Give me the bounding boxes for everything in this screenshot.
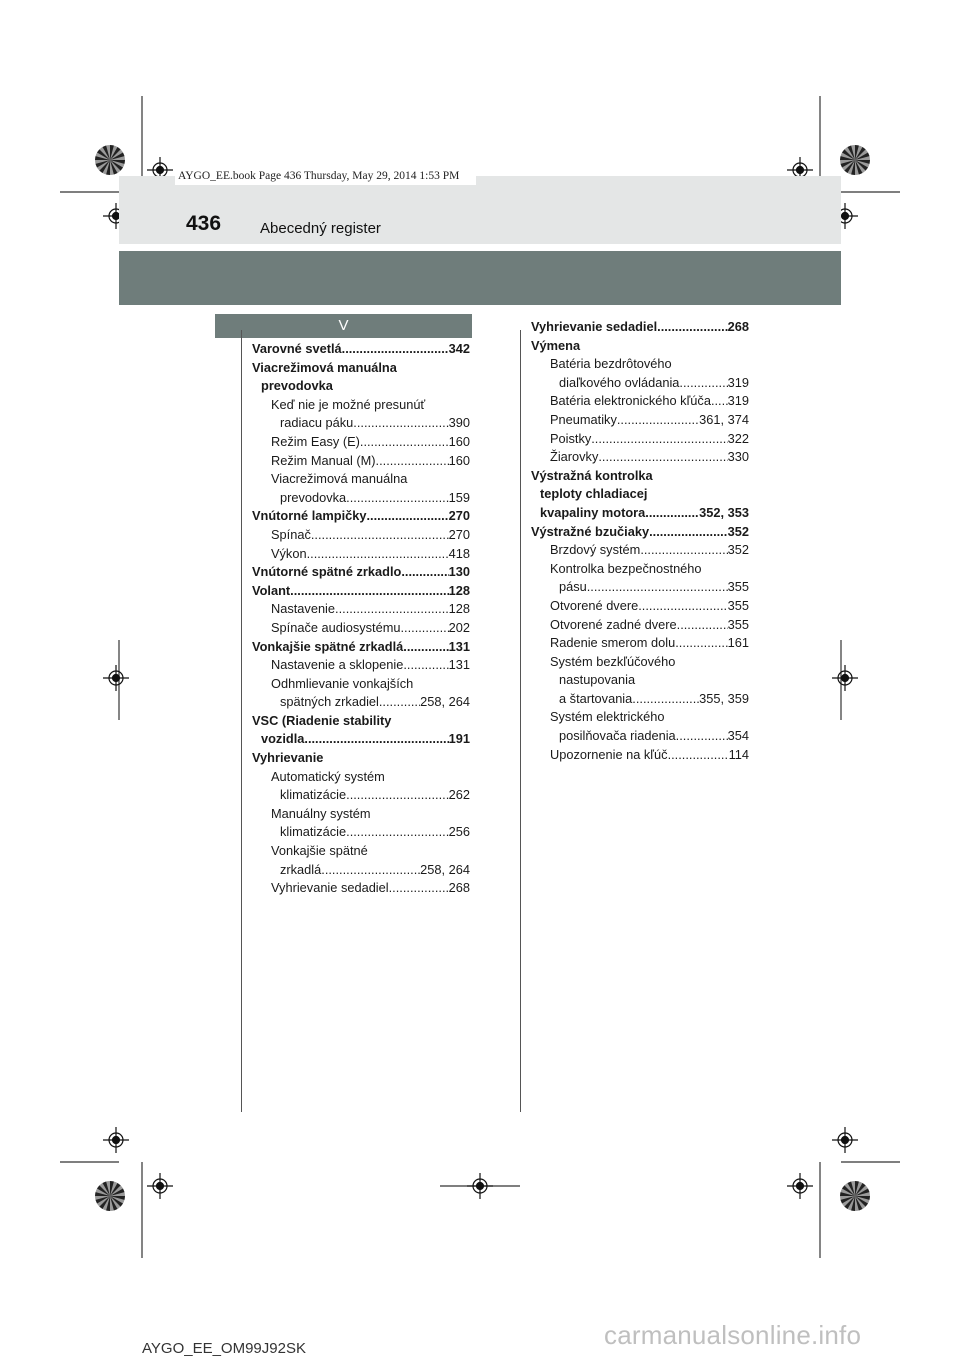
- index-entry-text: Výstražná kontrolka: [531, 467, 653, 483]
- index-entry-page: 355: [727, 597, 749, 613]
- index-entry-text: Otvorené dvere: [550, 597, 639, 613]
- index-entry-text: kvapaliny motora: [540, 504, 646, 520]
- index-entry-text: Viacrežimová manuálna: [271, 471, 408, 487]
- index-entry-text: Vyhrievanie sedadiel: [271, 880, 389, 896]
- index-entry-text: Vyhrievanie sedadiel: [531, 319, 658, 334]
- index-entry-page: 191: [448, 731, 470, 747]
- leader-dots: [649, 523, 728, 542]
- leader-dots: [346, 786, 449, 805]
- leader-dots: [346, 489, 448, 508]
- index-entry-text: Vyhrievanie: [252, 750, 324, 766]
- column-rule-right: [520, 330, 521, 1112]
- index-entry-text: klimatizácie: [280, 787, 347, 803]
- index-entry-page: 355: [727, 579, 749, 595]
- index-entry-page: 319: [727, 393, 749, 409]
- index-entry: [252, 545, 470, 564]
- index-entry-text: Manuálny systém: [271, 805, 371, 821]
- index-entry-page: 355: [727, 616, 749, 632]
- index-entry-text: Automatický systém: [271, 768, 385, 784]
- leader-dots: [353, 414, 448, 433]
- index-entry-page: 352, 353: [699, 504, 749, 520]
- index-entry-text: Nastavenie a sklopenie: [271, 657, 404, 673]
- index-entry: [531, 523, 749, 542]
- index-entry-text: Keď nie je možné presunúť: [271, 396, 426, 412]
- index-entry-text: pásu: [559, 579, 587, 595]
- leader-dots: [591, 430, 727, 449]
- index-entry: [252, 675, 470, 712]
- star-target: [840, 145, 870, 175]
- index-entry: [531, 634, 749, 653]
- index-entry-text: Vonkajšie spätné: [271, 843, 368, 859]
- index-entry-page: 354: [727, 728, 749, 744]
- crosshair-target: [787, 1173, 813, 1199]
- index-entry: [531, 597, 749, 616]
- leader-dots: [346, 823, 449, 842]
- index-entry: [252, 619, 470, 638]
- index-entry: [252, 638, 470, 657]
- index-entry-text: posilňovača riadenia: [559, 728, 676, 744]
- index-entry-text: diaľkového ovládania: [559, 374, 680, 390]
- crosshair-target: [103, 665, 129, 691]
- index-entry-page: 352: [727, 523, 749, 539]
- index-entry-page: 418: [448, 545, 470, 561]
- index-entry-text: Upozornenie na kľúč: [550, 746, 668, 762]
- index-entry: [252, 526, 470, 545]
- index-entry-page: 270: [448, 508, 470, 524]
- index-entry-page: 390: [448, 415, 470, 431]
- index-entry-page: 268: [448, 880, 470, 896]
- index-entry: [252, 768, 470, 805]
- index-entry-page: 161: [727, 635, 749, 651]
- index-entry-page: 319: [727, 374, 749, 390]
- header-title: Abecedný register: [260, 220, 381, 237]
- index-entry-page: 159: [448, 489, 470, 505]
- index-entry: [531, 448, 749, 467]
- star-target: [840, 1181, 870, 1211]
- leader-dots: [657, 318, 728, 337]
- index-entry-text: VSC (Riadenie stability: [252, 712, 392, 728]
- leader-dots: [677, 616, 728, 635]
- index-entry: [252, 749, 470, 768]
- leader-dots: [676, 727, 728, 746]
- leader-dots: [632, 690, 699, 709]
- index-entry: [531, 337, 749, 356]
- leader-dots: [587, 578, 728, 597]
- index-entry-text: teploty chladiacej: [540, 486, 648, 502]
- index-entry-text: Výkon: [271, 545, 307, 561]
- index-entry: [252, 340, 470, 359]
- index-entry-text: Režim Easy (E): [271, 433, 360, 449]
- index-entry: [531, 653, 749, 709]
- index-entry-text: Spínače audiosystému: [271, 619, 401, 635]
- watermark: carmanualsonline.info: [604, 1320, 862, 1350]
- index-entry-page: 355, 359: [699, 690, 749, 706]
- index-entry: [252, 507, 470, 526]
- index-entry-page: 330: [727, 449, 749, 465]
- leader-dots: [679, 374, 727, 393]
- index-entry: [531, 616, 749, 635]
- index-entry-text: spätných zrkadiel: [280, 694, 379, 710]
- index-entry-page: 202: [448, 619, 470, 635]
- index-entry-text: klimatizácie: [280, 824, 347, 840]
- index-column-left: [252, 340, 470, 898]
- index-entry: [252, 879, 470, 898]
- book-stamp: AYGO_EE.book Page 436 Thursday, May 29, 2014 1:53 PM: [175, 167, 476, 185]
- index-entry: [252, 656, 470, 675]
- leader-dots: [400, 619, 448, 638]
- index-entry-page: 131: [448, 638, 470, 654]
- index-entry-text: Poistky: [550, 430, 592, 446]
- index-entry-text: a štartovania: [559, 690, 633, 706]
- index-entry-text: Spínač: [271, 526, 311, 542]
- crosshair-target: [832, 665, 858, 691]
- index-entry: [252, 396, 470, 433]
- index-entry-text: Volant: [252, 582, 291, 598]
- index-entry-text: Nastavenie: [271, 601, 336, 617]
- index-entry: [252, 600, 470, 619]
- index-entry-text: radiacu páku: [280, 415, 354, 431]
- leader-dots: [645, 504, 699, 523]
- leader-dots: [401, 563, 448, 582]
- index-entry: [531, 541, 749, 560]
- index-entry: [252, 712, 470, 749]
- index-entry-text: Radenie smerom dolu: [550, 635, 676, 651]
- index-entry-text: Výstražné bzučiaky: [531, 523, 650, 539]
- index-entry-page: 128: [448, 601, 470, 617]
- leader-dots: [360, 433, 449, 452]
- leader-dots: [379, 693, 420, 712]
- index-entry-text: prevodovka: [280, 489, 347, 505]
- leader-dots: [638, 597, 727, 616]
- leader-dots: [389, 879, 449, 898]
- index-entry: [531, 430, 749, 449]
- page-number: 436: [186, 212, 222, 235]
- column-rule-left: [241, 330, 242, 1112]
- index-entry-text: Brzdový systém: [550, 542, 641, 558]
- index-entry: [252, 563, 470, 582]
- index-entry: [531, 392, 749, 411]
- crosshair-target: [832, 1127, 858, 1153]
- leader-dots: [307, 545, 449, 564]
- index-entry-text: Otvorené zadné dvere: [550, 616, 677, 632]
- index-entry: [531, 560, 749, 597]
- star-target: [95, 1181, 125, 1211]
- index-entry: [252, 452, 470, 471]
- index-entry-page: 130: [448, 564, 470, 580]
- leader-dots: [304, 730, 448, 749]
- index-entry-text: Pneumatiky: [550, 411, 617, 427]
- index-entry: [531, 746, 749, 765]
- leader-dots: [321, 861, 420, 880]
- index-entry-text: vozidla: [261, 731, 305, 747]
- index-entry-page: 258, 264: [420, 694, 470, 710]
- index-entry-page: 352: [727, 542, 749, 558]
- leader-dots: [711, 392, 728, 411]
- index-entry-page: 361, 374: [699, 411, 749, 427]
- crosshair-target: [103, 1127, 129, 1153]
- leader-dots: [598, 448, 727, 467]
- index-entry-text: Žiarovky: [550, 449, 599, 465]
- index-entry-text: Systém elektrického: [550, 709, 665, 725]
- index-entry-text: Viacrežimová manuálna: [252, 359, 397, 375]
- header-light-band: [119, 176, 841, 244]
- index-entry: [252, 359, 470, 396]
- crosshair-target: [467, 1173, 493, 1199]
- leader-dots: [403, 656, 448, 675]
- leader-dots: [367, 507, 449, 526]
- index-entry-page: 342: [448, 341, 470, 356]
- index-entry-page: 268: [727, 319, 749, 334]
- index-entry-page: 322: [727, 430, 749, 446]
- index-entry-text: Vnútorné lampičky: [252, 508, 367, 524]
- index-entry-page: 160: [448, 452, 470, 468]
- index-entry: [531, 411, 749, 430]
- index-entry-text: Vnútorné spätné zrkadlo: [252, 564, 402, 580]
- index-entry-text: nastupovania: [559, 672, 636, 688]
- index-entry: [252, 805, 470, 842]
- index-entry: [531, 467, 749, 523]
- index-entry-page: 160: [448, 433, 470, 449]
- leader-dots: [403, 638, 448, 657]
- index-entry-page: 131: [448, 657, 470, 673]
- leader-dots: [376, 452, 449, 471]
- index-entry-text: zrkadlá: [280, 861, 322, 877]
- index-entry-text: Systém bezkľúčového: [550, 653, 676, 669]
- index-entry: [531, 355, 749, 392]
- index-entry-text: Kontrolka bezpečnostného: [550, 560, 702, 576]
- index-entry-text: Varovné svetlá: [252, 341, 342, 356]
- index-entry-page: 258, 264: [420, 861, 470, 877]
- index-entry-page: 262: [448, 787, 470, 803]
- leader-dots: [640, 541, 727, 560]
- index-entry: [531, 708, 749, 745]
- index-entry-page: 128: [448, 582, 470, 598]
- index-entry-text: Batéria elektronického kľúča: [550, 393, 711, 409]
- leader-dots: [675, 634, 727, 653]
- index-entry-text: Výmena: [531, 337, 581, 353]
- index-entry-text: prevodovka: [261, 378, 333, 394]
- leader-dots: [617, 411, 699, 430]
- index-entry: [252, 582, 470, 601]
- leader-dots: [342, 340, 449, 359]
- footer-document-code: AYGO_EE_OM99J92SK: [142, 1340, 306, 1357]
- index-entry-page: 256: [448, 824, 470, 840]
- leader-dots: [668, 746, 729, 765]
- section-letter-bar: V: [215, 314, 472, 338]
- index-entry-page: 114: [728, 746, 749, 762]
- leader-dots: [311, 526, 449, 545]
- crosshair-target: [147, 1173, 173, 1199]
- index-entry: [531, 318, 749, 337]
- index-entry-text: Odhmlievanie vonkajších: [271, 675, 414, 691]
- index-entry: [252, 433, 470, 452]
- index-entry-text: Batéria bezdrôtového: [550, 356, 672, 372]
- leader-dots: [290, 582, 448, 601]
- leader-dots: [335, 600, 449, 619]
- star-target: [95, 145, 125, 175]
- header-dark-band: [119, 251, 841, 305]
- index-entry-text: Režim Manual (M): [271, 452, 376, 468]
- index-column-right: [531, 318, 749, 764]
- index-entry-page: 270: [448, 526, 470, 542]
- index-entry: [252, 842, 470, 879]
- index-entry-text: Vonkajšie spätné zrkadlá: [252, 638, 404, 654]
- index-entry: [252, 470, 470, 507]
